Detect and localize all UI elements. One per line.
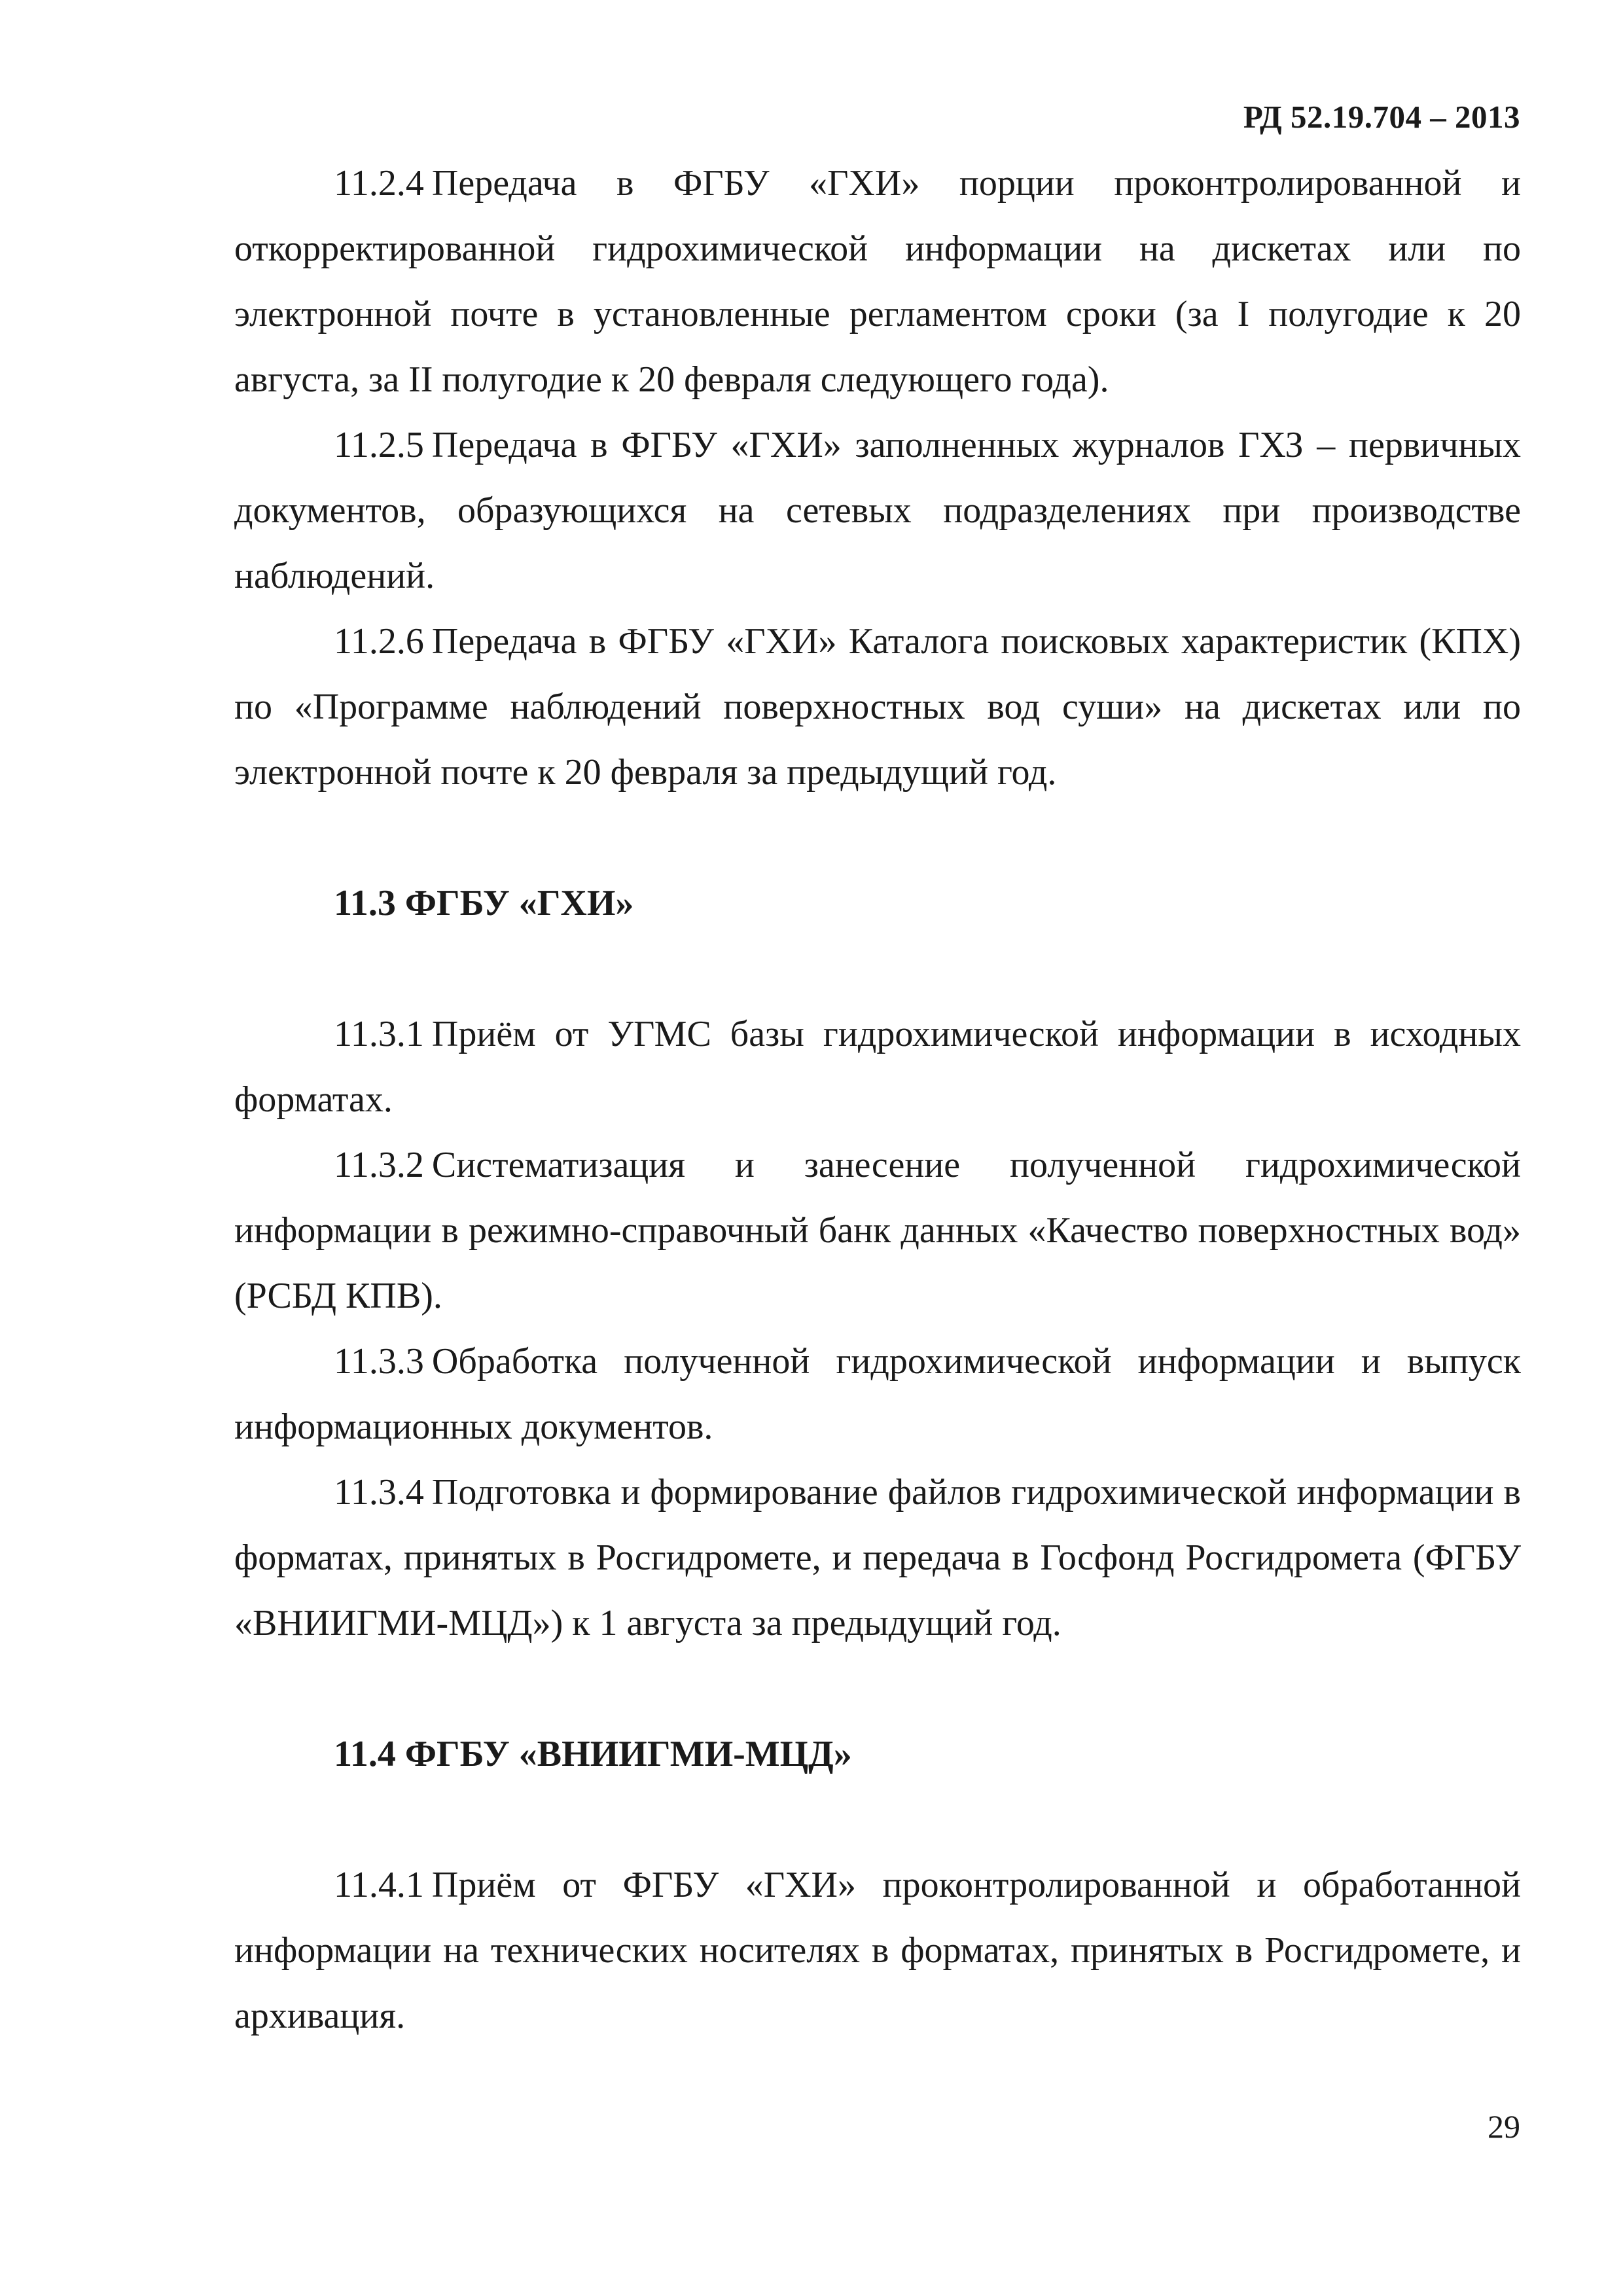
paragraph-text: Подготовка и формирование файлов гидрохимической информации в форматах, принятых в Росгидромете, и передача в Госфонд Росгидромета (ФГБУ «ВНИИГМИ-МЦД») к 1 августа за предыдущий год.: [234, 1472, 1521, 1643]
paragraph-number: 11.2.4: [334, 163, 424, 204]
paragraph-number: 11.2.5: [334, 425, 424, 465]
paragraph-number: 11.3.1: [334, 1014, 424, 1054]
paragraph-text: Передача в ФГБУ «ГХИ» порции проконтролированной и откорректированной гидрохимической информации на дискетах или по электронной почте в установленные регламентом сроки (за I полугодие к 20 августа, за II полугодие к 20 февраля следующего года).: [234, 163, 1521, 400]
document-code: РД 52.19.704 – 2013: [1243, 99, 1520, 135]
paragraph-number: 11.2.6: [334, 621, 424, 662]
paragraph-11-2-5: [234, 412, 1521, 609]
paragraph-11-2-6: [234, 609, 1521, 805]
paragraph-11-4-1: [234, 1852, 1521, 2049]
paragraph-number: 11.4.1: [334, 1865, 424, 1905]
paragraph-text: Приём от ФГБУ «ГХИ» проконтролированной и обработанной информации на технических носителях в форматах, принятых в Росгидромете, и архивация.: [234, 1865, 1521, 2036]
paragraph-number: 11.3.4: [334, 1472, 424, 1513]
document-body: [234, 151, 1521, 2049]
paragraph-text: Обработка полученной гидрохимической информации и выпуск информационных документов.: [234, 1341, 1521, 1447]
paragraph-text: Передача в ФГБУ «ГХИ» заполненных журналов ГХЗ – первичных документов, образующихся на сетевых подразделениях при производстве наблюдений.: [234, 425, 1521, 596]
paragraph-number: 11.3.2: [334, 1145, 424, 1185]
paragraph-number: 11.3.3: [334, 1341, 424, 1382]
paragraph-11-3-2: [234, 1132, 1521, 1329]
section-heading-11-4: 11.4 ФГБУ «ВНИИГМИ-МЦД»: [334, 1734, 852, 1774]
paragraph-text: Передача в ФГБУ «ГХИ» Каталога поисковых характеристик (КПХ) по «Программе наблюдений поверхностных вод суши» на дискетах или по электронной почте к 20 февраля за предыдущий год.: [234, 621, 1521, 793]
paragraph-11-3-1: [234, 1001, 1521, 1132]
paragraph-text: Систематизация и занесение полученной гидрохимической информации в режимно-справочный банк данных «Качество поверхностных вод» (РСБД КПВ).: [234, 1145, 1521, 1316]
paragraph-11-2-4: [234, 151, 1521, 412]
page-number: 29: [1488, 2108, 1520, 2145]
section-heading-11-3: 11.3 ФГБУ «ГХИ»: [334, 883, 634, 924]
paragraph-11-3-4: [234, 1460, 1521, 1656]
paragraph-11-3-3: [234, 1329, 1521, 1460]
paragraph-text: Приём от УГМС базы гидрохимической информации в исходных форматах.: [234, 1014, 1521, 1120]
